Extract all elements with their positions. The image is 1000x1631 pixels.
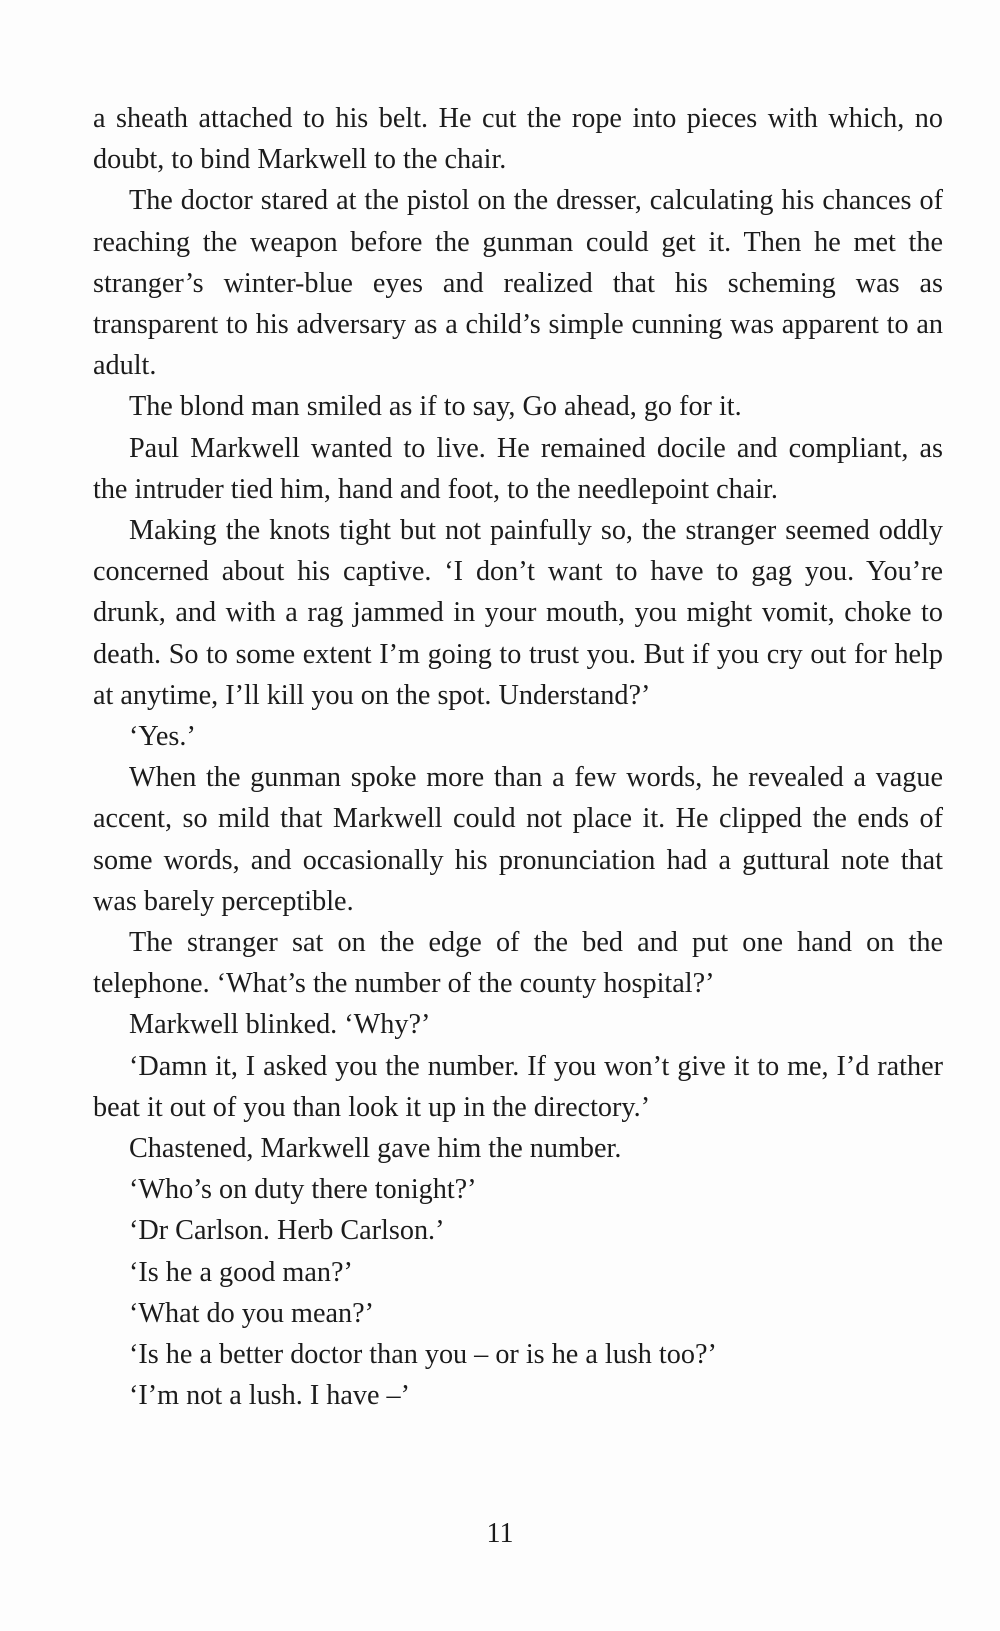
paragraph: When the gunman spoke more than a few words, he revealed a vague accent, so mild that Markwell could not place it. He clipped the ends of some words, and occasionally his pronunciation had a guttural note that was barely perceptible. bbox=[93, 762, 943, 917]
paragraph: ‘Dr Carlson. Herb Carlson.’ bbox=[129, 1215, 445, 1247]
paragraph: ‘Is he a better doctor than you – or is he a lush too?’ bbox=[129, 1339, 717, 1371]
paragraph: The blond man smiled as if to say, Go ahead, go for it. bbox=[129, 391, 742, 423]
paragraph: ‘Yes.’ bbox=[129, 721, 196, 753]
paragraph: ‘I’m not a lush. I have –’ bbox=[129, 1380, 411, 1412]
paragraph: The stranger sat on the edge of the bed and put one hand on the telephone. ‘What’s the number of the county hospital?’ bbox=[93, 927, 943, 1000]
page-number: 11 bbox=[486, 1518, 514, 1549]
paragraph: Paul Markwell wanted to live. He remained docile and compliant, as the intruder tied him, hand and foot, to the needlepoint chair. bbox=[93, 432, 943, 505]
paragraph: ‘What do you mean?’ bbox=[129, 1297, 374, 1329]
paragraph: Making the knots tight but not painfully so, the stranger seemed oddly concerned about his captive. ‘I don’t want to have to gag you. You’re drunk, and with a rag jammed in your mouth, you might vomit, choke to death. So to some extent I’m going to trust you. But if you cry out for help at anytime, I’ll kill you on the spot. Understand?’ bbox=[93, 515, 943, 711]
body-text bbox=[93, 98, 943, 1417]
paragraph: Chastened, Markwell gave him the number. bbox=[129, 1133, 622, 1165]
paragraph: Markwell blinked. ‘Why?’ bbox=[129, 1009, 431, 1041]
paragraph: ‘Is he a good man?’ bbox=[129, 1256, 353, 1288]
paragraph: a sheath attached to his belt. He cut the rope into pieces with which, no doubt, to bind Markwell to the chair. bbox=[93, 103, 943, 176]
paragraph: ‘Who’s on duty there tonight?’ bbox=[129, 1174, 477, 1206]
paragraph: ‘Damn it, I asked you the number. If you won’t give it to me, I’d rather beat it out of you than look it up in the directory.’ bbox=[93, 1050, 943, 1123]
paragraph: The doctor stared at the pistol on the dresser, calculating his chances of reaching the weapon before the gunman could get it. Then he met the stranger’s winter-blue eyes and realized that his scheming was as transparent to his adversary as a child’s simple cunning was apparent to an adult. bbox=[93, 185, 943, 382]
